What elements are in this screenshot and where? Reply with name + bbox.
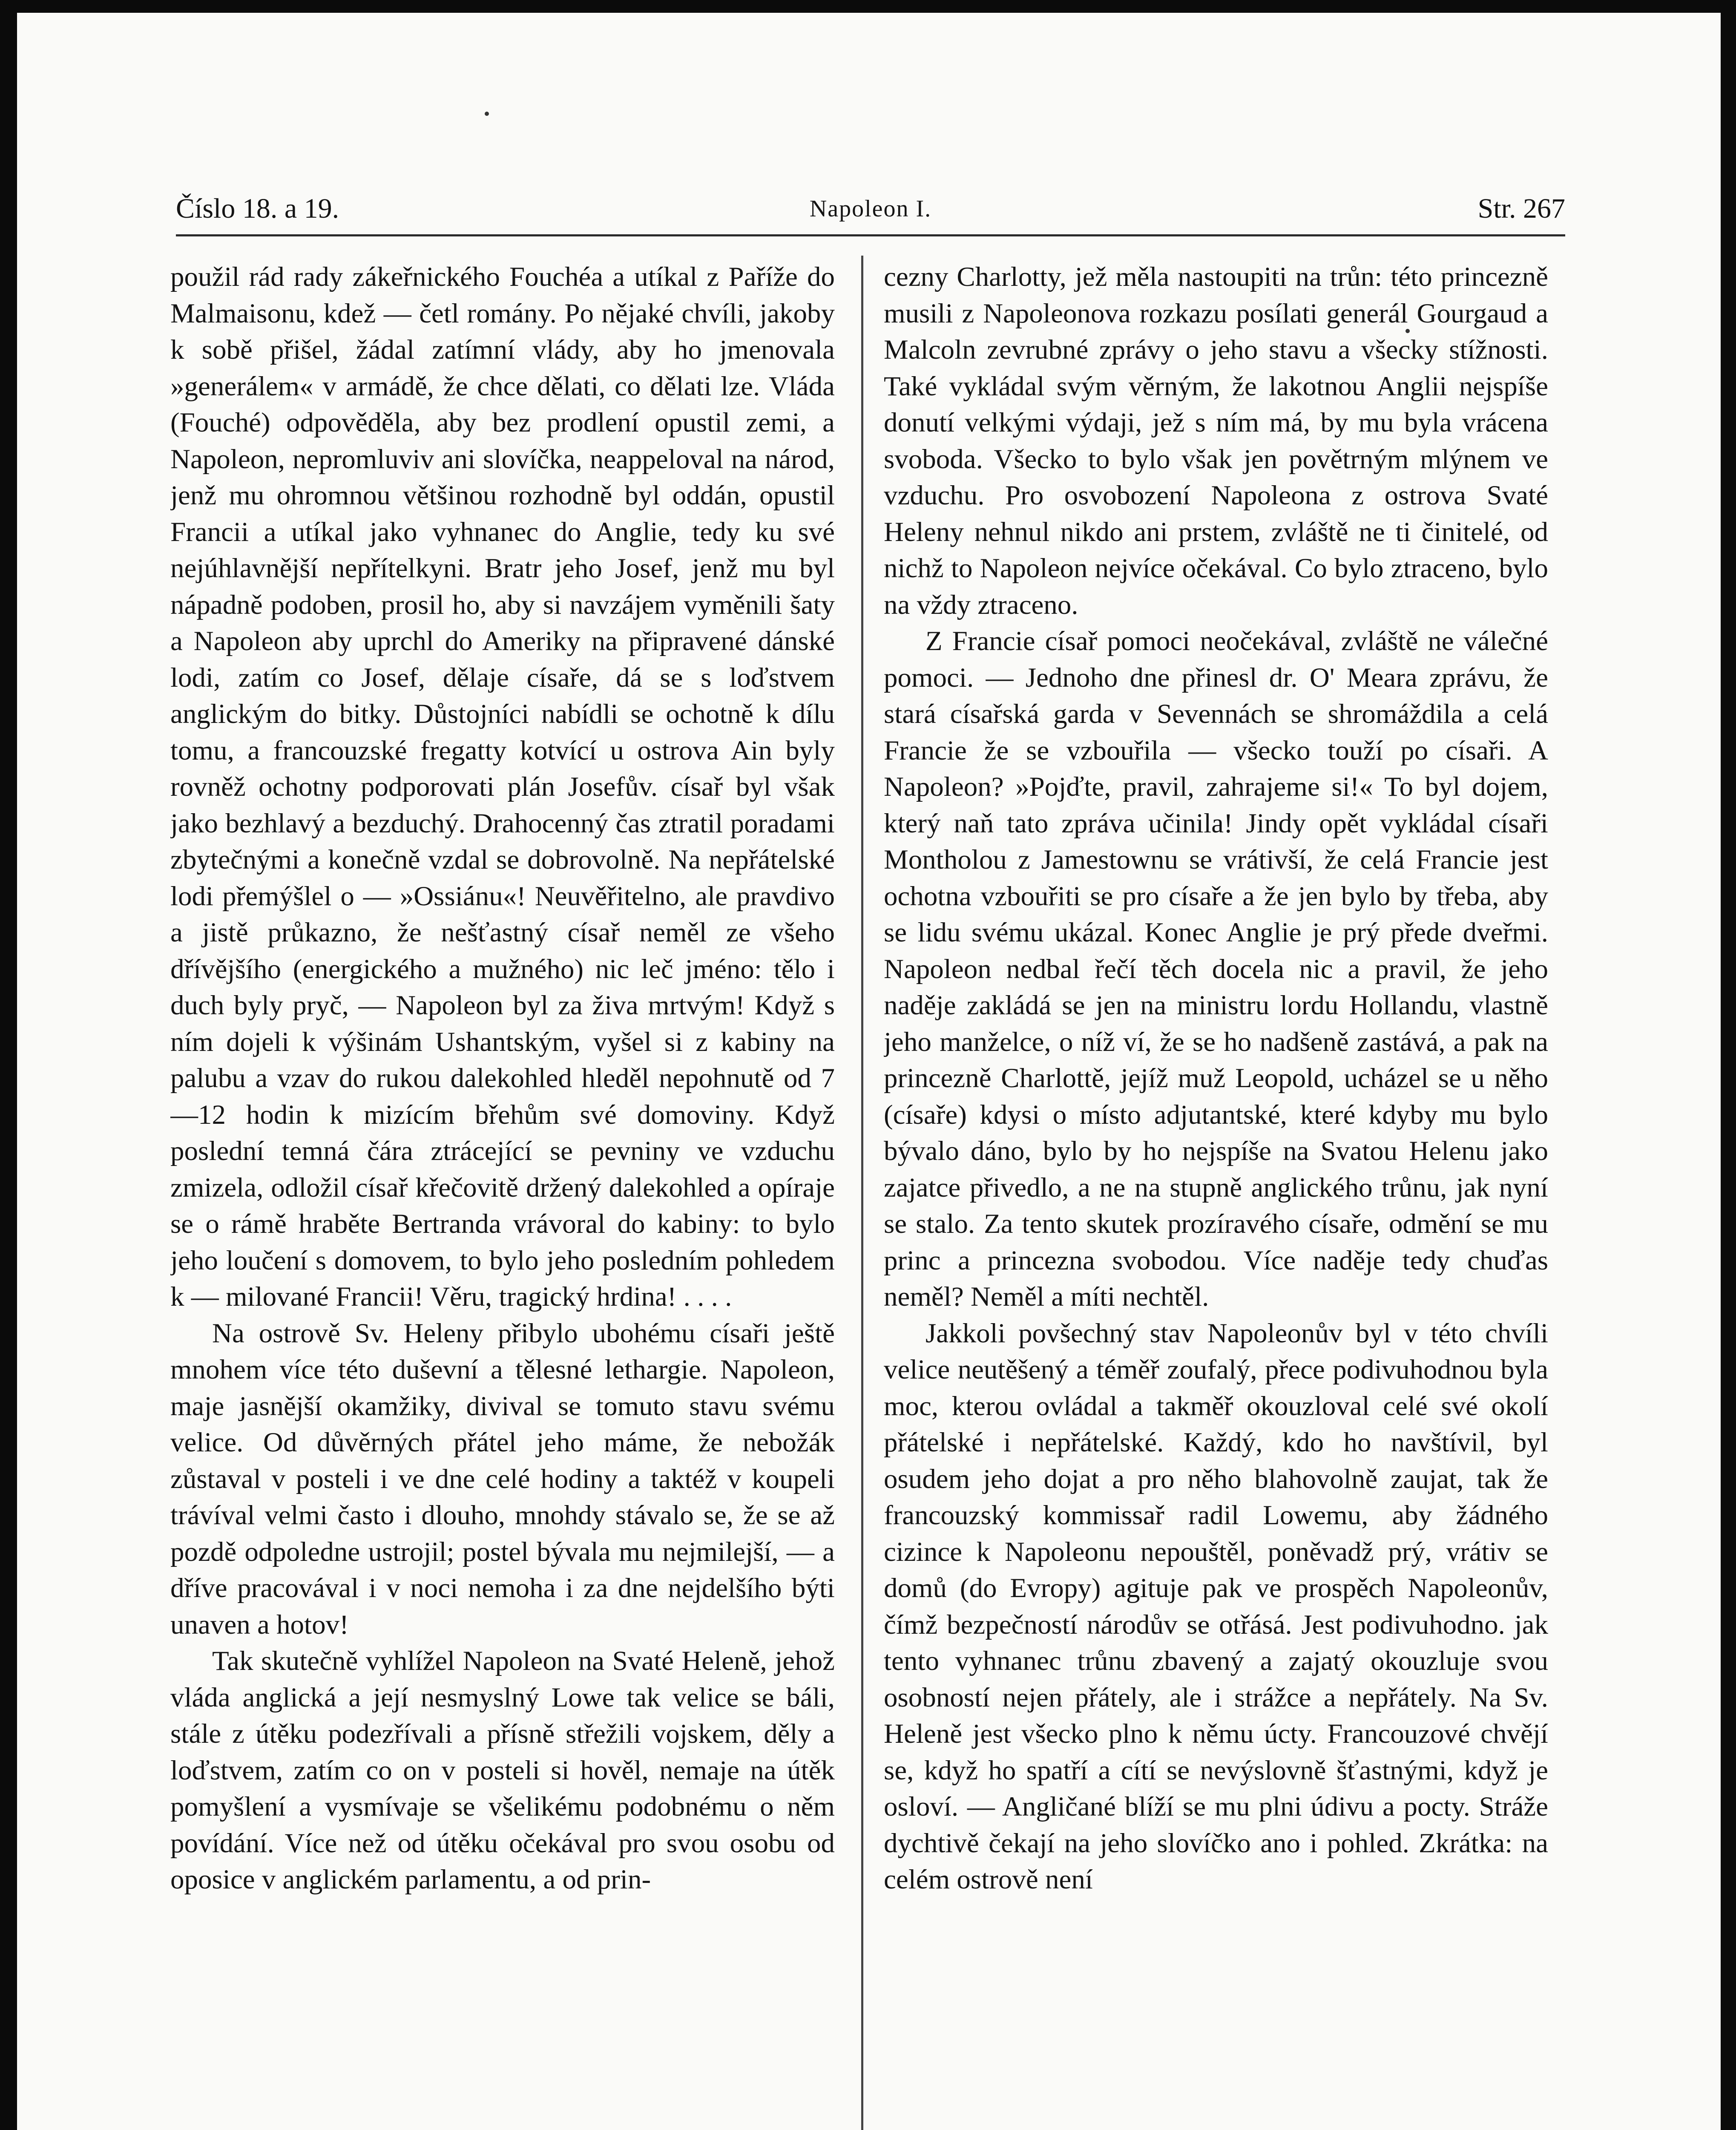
speck — [485, 112, 489, 116]
running-title: Napoleon I. — [809, 196, 932, 222]
page-number: Str. 267 — [1477, 193, 1565, 224]
paragraph: Z Francie císař pomoci neočekával, zvláště ne válečné pomoci. — Jednoho dne přinesl dr. O' Meara zprávu, že stará císařská garda v Sevennách se shromáždila a celá Francie že se vzbouřila — všecko touží po císaři. A Napoleon? »Pojďte, pravil, zahrajeme si!« To byl dojem, který naň tato zpráva učinila! Jindy opět vykládal císaři Montholou z Jamestownu se vrátivší, že celá Francie jest ochotna vzbouřiti se pro císaře a že jen bylo by třeba, aby se lidu svému ukázal. Konec Anglie je prý přede dveřmi. Napoleon nedbal řečí těch docela nic a pravil, že jeho naděje zakládá se jen na ministru lordu Hollandu, vlastně jeho manželce, o níž ví, že se ho nadšeně zastává, a pak na princezně Charlottě, jejíž muž Leopold, ucházel se u něho (císaře) kdysi o místo adjutantské, které kdyby mu bylo bývalo dáno, bylo by ho nejspíše na Svatou Helenu jako zajatce přivedlo, a ne na stupně anglického trůnu, jak nyní se stalo. Za tento skutek prozíravého císaře, odmění se mu princ a princezna svobodou. Více naděje tedy chuďas neměl? Neměl a míti nechtěl. — [884, 626, 1548, 1312]
paragraph: Tak skutečně vyhlížel Napoleon na Svaté Heleně, jehož vláda anglická a její nesmyslný Lowe tak velice se báli, stále z útěku podezřívali a přísně střežili vojskem, děly a loďstvem, zatím co on v posteli si hověl, nemaje na útěk pomyšlení a vysmívaje se všelikému podobnému o něm povídání. Více než od útěku očekával pro svou osobu od oposice v anglickém parlamentu, a od prin- — [170, 1646, 835, 1895]
paragraph: cezny Charlotty, jež měla nastoupiti na trůn: této princezně musili z Napoleonova rozkazu posílati generál Gourgaud a Malcoln zevrubné zprávy o jeho stavu a všecky stížnosti. Také vykládal svým věrným, že lakotnou Anglii nejspíše donutí velkými výdaji, jež s ním má, by mu byla vrácena svoboda. Všecko to bylo však jen povětrným mlýnem ve vzduchu. Pro osvobození Napoleona z ostrova Svaté Heleny nehnul nikdo ani prstem, zvláště ne ti činitelé, od nichž to Napoleon nejvíce očekával. Co bylo ztraceno, bylo na vždy ztraceno. — [884, 262, 1548, 620]
right-column — [884, 259, 1548, 2130]
paragraph: Na ostrově Sv. Heleny přibylo ubohému císaři ještě mnohem více této duševní a tělesné lethargie. Napoleon, maje jasnější okamžiky, divival se tomuto stavu svému velice. Od důvěrných přátel jeho máme, že nebožák zůstaval v posteli i ve dne celé hodiny a taktéž v koupeli trávíval velmi často i dlouho, mnohdy stávalo se, že se až pozdě odpoledne ustrojil; postel bývala mu nejmilejší, — a dříve pracovával i v noci nemoha i za dne nejdelšího býti unaven a hotov! — [170, 1318, 835, 1640]
running-header — [176, 187, 1565, 230]
paragraph: použil rád rady zákeřnického Fouchéa a utíkal z Paříže do Malmaisonu, kdež — četl romány. Po nějaké chvíli, jakoby k sobě přišel, žádal zatímní vlády, aby ho jmenovala »generálem« v armádě, že chce dělati, co dělati lze. Vláda (Fouché) odpověděla, aby bez prodlení opustil zemi, a Napoleon, nepromluviv ani slovíčka, neappeloval na národ, jenž mu ohromnou většinou rozhodně byl oddán, opustil Francii a utíkal jako vyhnanec do Anglie, tedy ku své nejúhlavnější nepřítelkyni. Bratr jeho Josef, jenž mu byl nápadně podoben, prosil ho, aby si navzájem vyměnili šaty a Napoleon aby uprchl do Ameriky na připravené dánské lodi, zatím co Josef, dělaje císaře, dá se s loďstvem anglickým do bitky. Důstojníci nabídli se ochotně k dílu tomu, a francouzské fregatty kotvící u ostrova Ain byly rovněž ochotny podporovati plán Josefův. císař byl však jako bezhlavý a bezduchý. Drahocenný čas ztratil poradami zbytečnými a konečně vzdal se dobrovolně. Na nepřátelské lodi přemýšlel o — »Ossiánu«! Neuvěřitelno, ale pravdivo a jistě průkazno, že nešťastný císař neměl ze všeho dřívějšího (energického a mužného) nic leč jméno: tělo i duch byly pryč, — Napoleon byl za živa mrtvým! Když s ním dojeli k výšinám Ushantským, vyšel si z kabiny na palubu a vzav do rukou dalekohled hleděl nepohnutě od 7—12 hodin k mizícím břehům své domoviny. Když poslední temná čára ztrácející se pevniny ve vzduchu zmizela, odložil císař křečovitě držený dalekohled a opíraje se o rámě hraběte Bertranda vrávoral do kabiny: to bylo jeho loučení s domovem, to bylo jeho posledním pohledem k — milované Francii! Věru, tragický hrdina! . . . . — [170, 262, 835, 1312]
paragraph: Jakkoli povšechný stav Napoleonův byl v této chvíli velice neutěšený a téměř zoufalý, přece podivuhodnou byla moc, kterou ovládal a takměř okouzloval celé své okolí přátelské i nepřátelské. Každý, kdo ho navštívil, byl osudem jeho dojat a pro něho blahovolně zaujat, tak že francouzský kommissař radil Lowemu, aby žádného cizince k Napoleonu nepouštěl, poněvadž prý, vrátiv se domů (do Evropy) agituje pak ve prospěch Napoleonův, čímž bezpečností národův se otřásá. Jest podivuhodno. jak tento vyhnanec trůnu zbavený a zajatý okouzluje svou osobností nejen přátely, ale i strážce a nepřátely. Na Sv. Heleně jest všecko plno k němu úcty. Francouzové chvějí se, když ho spatří a cítí se nevýslovně šťastnými, když je osloví. — Angličané blíží se mu plni údivu a pocty. Stráže dychtivě čekají na jeho slovíčko ano i pohled. Zkrátka: na celém ostrově není — [884, 1318, 1548, 1895]
issue-number: Číslo 18. a 19. — [176, 193, 339, 224]
left-column — [170, 259, 835, 2130]
header-rule — [176, 234, 1565, 236]
column-divider — [861, 256, 863, 2130]
